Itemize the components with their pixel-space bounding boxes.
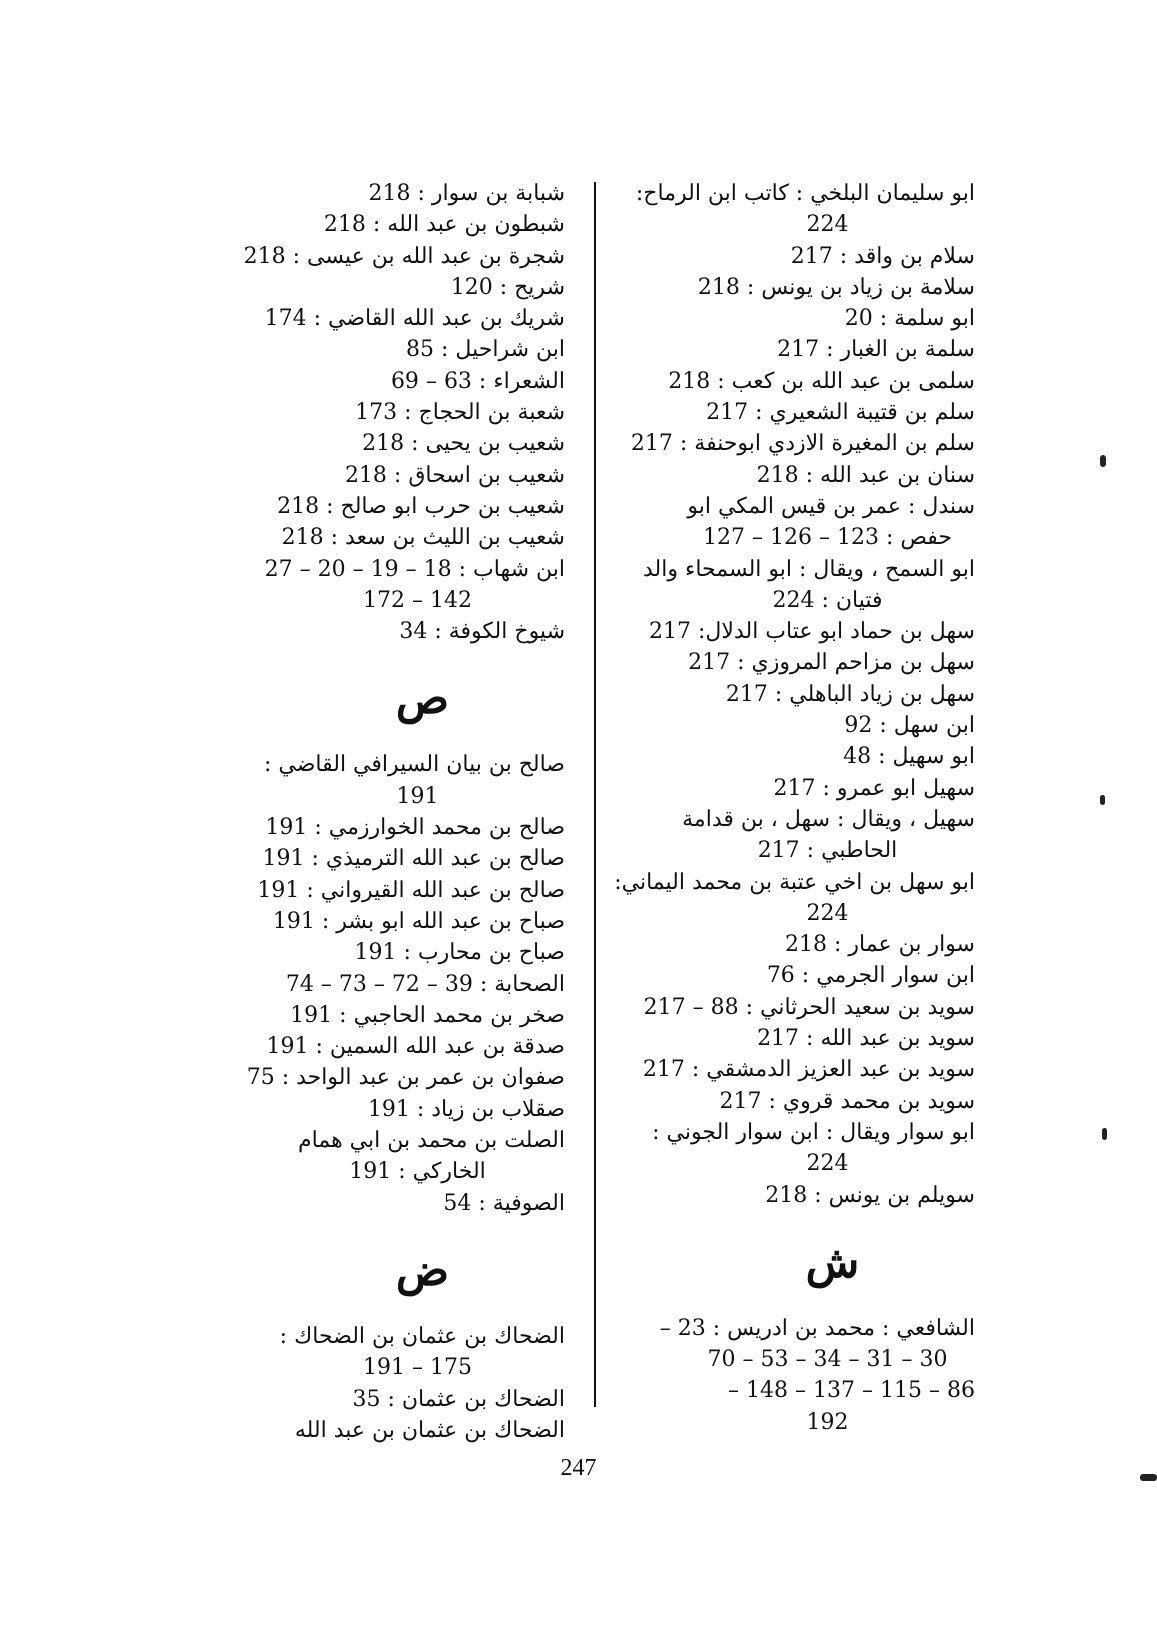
index-entry-text: ابن سوار الجرمي : 76 — [766, 963, 975, 989]
index-entry-text: سنان بن عبد الله : 218 — [756, 462, 975, 488]
index-entry — [610, 616, 975, 647]
index-entry-text: الصوفية : 54 — [443, 1190, 565, 1216]
section-letter-sheen: ش — [805, 1236, 860, 1288]
index-entry — [610, 428, 975, 459]
index-entry-text: سلم بن المغيرة الازدي ابوحنفة : 217 — [630, 431, 975, 457]
index-entry-continuation: 192 — [806, 1409, 849, 1435]
index-entry — [200, 272, 565, 303]
index-entry — [200, 1031, 565, 1062]
index-entry — [200, 812, 565, 843]
index-entry-text: ابن شراحيل : 85 — [406, 337, 565, 363]
index-entry-text: صالح بن بيان السيرافي القاضي : — [263, 752, 565, 778]
index-entry — [200, 875, 565, 906]
index-entry — [200, 303, 565, 334]
index-entry-text: سويد بن سعيد الحرثاني : 88 – 217 — [643, 994, 975, 1020]
index-entry-text: صدقة بن عبد الله السمين : 191 — [266, 1034, 565, 1060]
index-entry-continuation: فتيان : 224 — [772, 587, 883, 613]
index-entry-text: سهل بن مزاحم المروزي : 217 — [688, 650, 975, 676]
index-entry-text: شيوخ الكوفة : 34 — [399, 619, 565, 645]
index-entry — [610, 647, 975, 678]
index-entry-text: صباح بن محارب : 191 — [354, 940, 565, 966]
index-entry-text: ابو سليمان البلخي : كاتب ابن الرماح: — [635, 181, 975, 206]
index-entry — [200, 209, 565, 240]
index-entry-text: الضحاك بن عثمان بن عبد الله — [294, 1417, 565, 1443]
index-entry — [200, 366, 565, 397]
index-entry-text: شعيب بن يحيى : 218 — [362, 431, 565, 457]
index-entry-text: الشافعي : محمد بن ادريس : 23 – — [659, 1315, 975, 1341]
index-entry-text: سهل بن حماد ابو عتاب الدلال: 217 — [649, 619, 975, 645]
index-entry-text: صالح بن محمد الخوارزمي : 191 — [265, 815, 565, 841]
index-entry-text: شعيب بن حرب ابو صالح : 218 — [277, 493, 565, 519]
index-entry-text: سويد بن عبد الله : 217 — [757, 1026, 975, 1052]
index-entry — [610, 1375, 975, 1438]
index-entry-text: سهيل ابو عمرو : 217 — [773, 775, 975, 801]
index-entry — [200, 1094, 565, 1125]
index-entry-text: الضحاك بن عثمان : 35 — [352, 1386, 565, 1412]
index-entry-text: شعبة بن الحجاج : 173 — [355, 400, 565, 426]
index-entry-text: شبطون بن عبد الله : 218 — [323, 212, 565, 238]
entries-group — [610, 178, 975, 1211]
index-entry-continuation: الحاطبي : 217 — [757, 838, 898, 864]
index-entry — [610, 491, 975, 554]
entries-group — [200, 749, 565, 1218]
index-entry-text: شعيب بن اسحاق : 218 — [344, 462, 565, 488]
index-entry — [200, 969, 565, 1000]
index-entry-text: ابن شهاب : 18 – 19 – 20 – 27 — [264, 556, 565, 582]
index-entry — [200, 749, 565, 812]
index-entry — [200, 1000, 565, 1031]
index-entry — [610, 460, 975, 491]
column-divider — [594, 182, 596, 1407]
section-letter-sad: ص — [395, 673, 450, 725]
index-entry-text: ابو السمح ، ويقال : ابو السمحاء والد — [643, 556, 975, 582]
index-entry — [610, 241, 975, 272]
index-entry — [610, 1117, 975, 1180]
index-entry-text: سهل بن زياد الباهلي : 217 — [725, 681, 975, 707]
index-entry-text: سويلم بن يونس : 218 — [765, 1182, 975, 1208]
scan-speck — [1100, 455, 1106, 467]
index-entry-text: شعيب بن الليث بن سعد : 218 — [281, 525, 565, 551]
index-entry-text: ابن سهل : 92 — [844, 713, 975, 739]
index-entry — [200, 334, 565, 365]
index-entry-text: صفوان بن عمر بن عبد الواحد : 75 — [246, 1065, 565, 1091]
index-entry — [200, 1384, 565, 1415]
index-entry — [610, 1313, 975, 1376]
index-entry-continuation: 142 – 172 — [363, 587, 472, 613]
index-entry-text: سلامة بن زياد بن يونس : 218 — [697, 274, 975, 300]
index-entry — [610, 303, 975, 334]
index-entry-text: صباح بن عبد الله ابو بشر : 191 — [272, 908, 565, 934]
index-entry — [200, 1188, 565, 1219]
index-entry — [200, 843, 565, 874]
index-entry — [200, 491, 565, 522]
entries-group — [200, 178, 565, 647]
index-entry-text: ابو سلمة : 20 — [844, 306, 975, 332]
index-entry-text: صقلاب بن زياد : 191 — [367, 1096, 565, 1122]
index-entry-text: ابو سوار ويقال : ابن سوار الجوني : — [652, 1119, 975, 1145]
index-entry-text: سوار بن عمار : 218 — [785, 932, 975, 958]
index-entry — [200, 616, 565, 647]
scan-speck — [1140, 1474, 1157, 1481]
index-entry-text: سويد بن محمد قروي : 217 — [719, 1088, 975, 1114]
index-entry-text: سلام بن واقد : 217 — [790, 243, 975, 269]
index-entry — [610, 710, 975, 741]
index-entry-continuation: 175 – 191 — [363, 1355, 472, 1381]
index-entry-text: سندل : عمر بن قيس المكي ابو — [687, 493, 975, 519]
index-entry — [610, 1054, 975, 1085]
index-entry — [610, 334, 975, 365]
index-entry-text: صالح بن عبد الله القيرواني : 191 — [257, 877, 565, 903]
index-entry-continuation: 191 — [396, 783, 439, 809]
index-entry-text: شريك بن عبد الله القاضي : 174 — [264, 306, 565, 332]
index-entry — [200, 178, 565, 209]
index-entry-text: سهيل ، ويقال : سهل ، بن قدامة — [682, 806, 975, 832]
index-entry — [200, 554, 565, 617]
index-entry — [200, 460, 565, 491]
index-entry-text: 86 – 115 – 137 – 148 – — [728, 1378, 975, 1404]
index-entry-text: الصحابة : 39 – 72 – 73 – 74 — [285, 971, 565, 997]
index-entry — [610, 804, 975, 867]
index-entry — [610, 929, 975, 960]
index-entry-text: سلمى بن عبد الله بن كعب : 218 — [668, 368, 975, 394]
index-entry-text: صخر بن محمد الحاجبي : 191 — [290, 1002, 565, 1028]
section-letter-dad: ض — [395, 1244, 450, 1296]
index-entry — [610, 960, 975, 991]
index-entry-text: شبابة بن سوار : 218 — [368, 181, 565, 206]
index-entry-text: الضحاك بن عثمان بن الضحاك : — [279, 1323, 565, 1349]
index-entry-continuation: 30 – 31 – 34 – 53 – 70 — [707, 1347, 948, 1373]
index-entry-text: سويد بن عبد العزيز الدمشقي : 217 — [642, 1057, 975, 1083]
index-entry-text: سلم بن قتيبة الشعيري : 217 — [706, 400, 975, 426]
index-entry-text: شريح : 120 — [450, 274, 565, 300]
index-entry-text: الشعراء : 63 – 69 — [390, 368, 565, 394]
index-entry — [610, 272, 975, 303]
index-column-left — [200, 178, 565, 1446]
index-entry — [610, 1023, 975, 1054]
index-entry — [610, 1180, 975, 1211]
index-entry — [610, 397, 975, 428]
entries-group — [200, 1321, 565, 1446]
index-entry — [200, 1062, 565, 1093]
index-entry — [200, 1125, 565, 1188]
scan-speck — [1100, 795, 1105, 805]
index-entry-continuation: حفص : 123 – 126 – 127 — [702, 525, 953, 551]
index-entry-continuation: 224 — [806, 900, 849, 926]
index-entry — [610, 773, 975, 804]
index-entry — [200, 397, 565, 428]
index-entry — [610, 1086, 975, 1117]
index-entry-text: شجرة بن عبد الله بن عيسى : 218 — [243, 243, 565, 269]
index-entry — [200, 522, 565, 553]
index-entry — [610, 366, 975, 397]
index-entry — [610, 679, 975, 710]
index-entry-continuation: الخاركي : 191 — [349, 1159, 486, 1185]
index-entry-text: صالح بن عبد الله الترميذي : 191 — [262, 846, 565, 872]
index-entry-text: الصلت بن محمد بن ابي همام — [298, 1128, 565, 1154]
index-entry-continuation: 224 — [806, 212, 849, 238]
index-entry — [200, 1415, 565, 1446]
index-entry-text: ابو سهل بن اخي عتبة بن محمد اليماني: — [614, 869, 975, 895]
index-entry — [200, 1321, 565, 1384]
index-entry-continuation: 224 — [806, 1151, 849, 1177]
entries-group — [610, 1313, 975, 1438]
index-entry — [200, 241, 565, 272]
index-entry — [200, 906, 565, 937]
index-entry — [610, 178, 975, 241]
index-entry — [610, 741, 975, 772]
index-entry-text: ابو سهيل : 48 — [843, 744, 975, 770]
scan-speck — [1102, 1128, 1107, 1140]
index-entry — [610, 867, 975, 930]
index-entry — [200, 428, 565, 459]
index-entry-text: سلمة بن الغبار : 217 — [777, 337, 975, 363]
page-number: 247 — [560, 1455, 597, 1481]
index-entry — [200, 937, 565, 968]
index-entry — [610, 992, 975, 1023]
index-column-right — [610, 178, 975, 1438]
index-entry — [610, 554, 975, 617]
